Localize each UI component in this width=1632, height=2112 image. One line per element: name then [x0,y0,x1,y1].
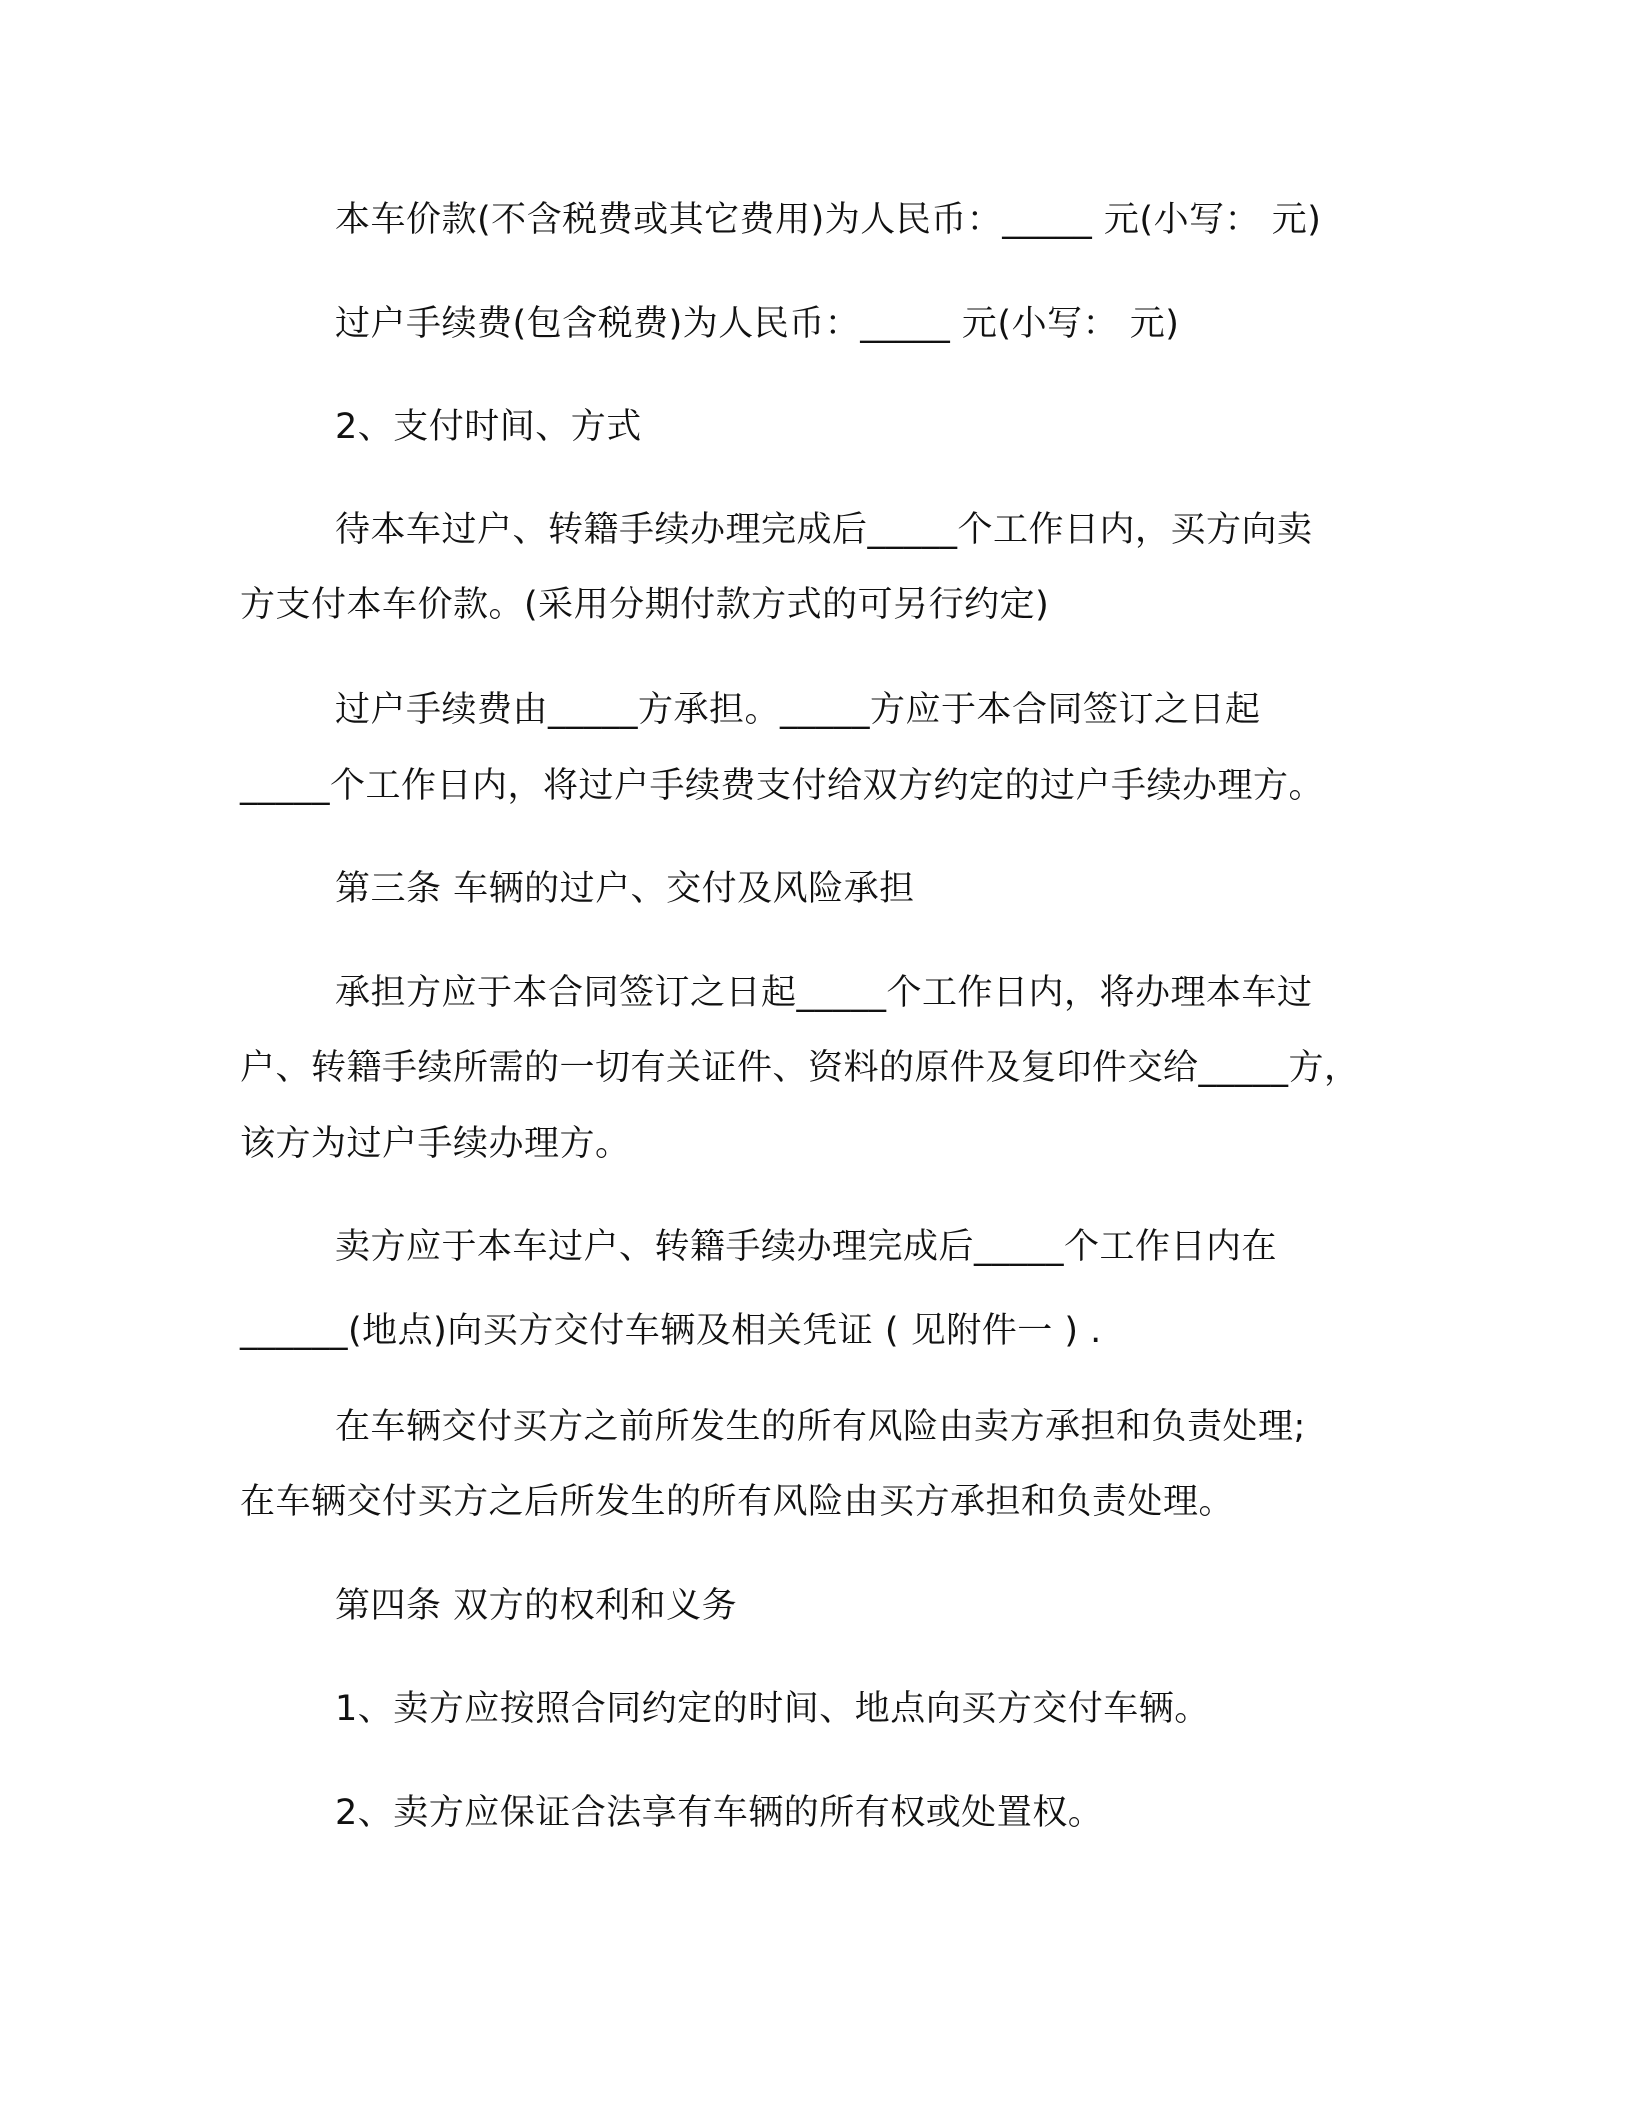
transfer-paragraph-line-2: 户、转籍手续所需的一切有关证件、资料的原件及复印件交给_____方， [240,1048,1360,1088]
article-three-heading: 第三条 车辆的过户、交付及风险承担 [335,869,915,909]
payment-heading: 2、支付时间、方式 [335,407,642,447]
obligation-item-1: 1、卖方应按照合同约定的时间、地点向买方交付车辆。 [335,1689,1210,1729]
fee-paragraph-line-2: _____个工作日内，将过户手续费支付给双方约定的过户手续办理方。 [240,766,1325,806]
article-four-heading: 第四条 双方的权利和义务 [335,1586,738,1626]
risk-paragraph-line-2: 在车辆交付买方之后所发生的所有风险由买方承担和负责处理。 [240,1482,1235,1522]
risk-paragraph-line-1: 在车辆交付买方之前所发生的所有风险由卖方承担和负责处理; [335,1407,1306,1447]
obligation-item-2: 2、卖方应保证合法享有车辆的所有权或处置权。 [335,1793,1104,1833]
fee-paragraph-line-1: 过户手续费由_____方承担。_____方应于本合同签订之日起 [335,690,1261,730]
payment-paragraph-line-2: 方支付本车价款。(采用分期付款方式的可另行约定) [240,585,1050,625]
price-line: 本车价款(不含税费或其它费用)为人民币：_____ 元(小写： 元) [335,200,1322,240]
delivery-paragraph-line-1: 卖方应于本车过户、转籍手续办理完成后_____个工作日内在 [335,1227,1278,1267]
transfer-paragraph-line-1: 承担方应于本合同签订之日起_____个工作日内，将办理本车过 [335,973,1313,1013]
payment-paragraph-line-1: 待本车过户、转籍手续办理完成后_____个工作日内，买方向卖 [335,510,1313,550]
transfer-fee-line: 过户手续费(包含税费)为人民币：_____ 元(小写： 元) [335,304,1180,344]
transfer-paragraph-line-3: 该方为过户手续办理方。 [240,1124,631,1164]
delivery-paragraph-line-2: ______(地点)向买方交付车辆及相关凭证 ( 见附件一 ) . [240,1311,1102,1351]
